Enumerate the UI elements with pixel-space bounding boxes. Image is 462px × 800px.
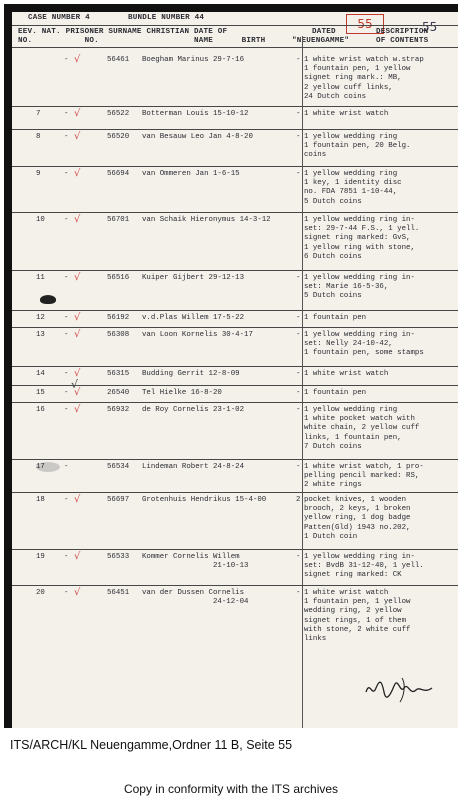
check-mark: √ (74, 587, 81, 598)
row-number: 10 (36, 216, 45, 224)
handwritten-check-mark: √ (71, 378, 79, 391)
rule (12, 25, 458, 26)
document-page (12, 12, 458, 728)
case-number-label: CASE NUMBER 4 (28, 14, 90, 22)
check-mark: √ (74, 312, 81, 323)
page-number-stamp: 55 (346, 14, 384, 34)
check-mark: √ (74, 387, 81, 398)
column-header-line2: NO. NO. NAME BIRTH (18, 37, 266, 45)
check-mark: √ (74, 551, 81, 562)
prisoner-number: 56308 (107, 331, 130, 339)
prisoner-name-birthdate: van Ommeren Jan 1-6-15 (142, 170, 240, 178)
check-mark: √ (74, 54, 81, 65)
column-header-contents: OF CONTENTS (376, 37, 429, 45)
contents-description: 1 yellow wedding ring 1 white pocket watch with white chain, 2 yellow cuff links, 1 fountain pen, 7 Dutch coins (304, 406, 420, 451)
row-divider (12, 366, 458, 367)
prisoner-number: 56533 (107, 553, 130, 561)
prisoner-number: 56451 (107, 589, 130, 597)
contents-description: 1 white wrist watch, 1 pro- pelling pencil marked: RS, 2 white rings (304, 463, 424, 490)
contents-description: 1 yellow wedding ring in- set: Nelly 24-10-42, 1 fountain pen, some stamps (304, 331, 424, 358)
dated-mark: - (296, 274, 301, 282)
nationality-dash: - (64, 274, 69, 282)
row-number: 20 (36, 589, 45, 597)
nationality-dash: - (64, 463, 69, 471)
scanned-document (4, 4, 458, 728)
dated-mark: 2 (296, 496, 301, 504)
prisoner-name-birthdate: Budding Gerrit 12-8-09 (142, 370, 240, 378)
prisoner-name-birthdate: van der Dussen Cornelis 24-12-04 (142, 589, 249, 607)
row-number: 19 (36, 553, 45, 561)
column-header-dated: DATED (312, 28, 336, 36)
prisoner-name-birthdate: Kommer Cornelis Willem 21-10-13 (142, 553, 249, 571)
dated-mark: - (296, 331, 301, 339)
archive-reference: ITS/ARCH/KL Neuengamme,Ordner 11 B, Seite 55 (10, 738, 293, 752)
row-number: 12 (36, 314, 45, 322)
prisoner-name-birthdate: van Loon Kornelis 30-4-17 (142, 331, 253, 339)
nationality-dash: - (64, 170, 69, 178)
check-mark: √ (74, 131, 81, 142)
contents-description: 1 yellow wedding ring in- set: 29-7-44 F.S., 1 yell. signet ring marked: GvS, 1 yellow ring with stone, 6 Dutch coins (304, 216, 420, 261)
nationality-dash: - (64, 553, 69, 561)
contents-description: 1 fountain pen (304, 389, 367, 397)
dated-mark: - (296, 170, 301, 178)
row-divider (12, 402, 458, 403)
nationality-dash: - (64, 216, 69, 224)
row-divider (12, 585, 458, 586)
page-number-handwritten: 55 (422, 20, 438, 34)
row-number: 18 (36, 496, 45, 504)
row-number: 13 (36, 331, 45, 339)
prisoner-name-birthdate: Lindeman Robert 24-8-24 (142, 463, 245, 471)
dated-mark: - (296, 406, 301, 414)
check-mark: √ (74, 494, 81, 505)
row-divider (12, 129, 458, 130)
prisoner-name-birthdate: van Besauw Leo Jan 4-8-20 (142, 133, 253, 141)
column-divider (302, 36, 303, 728)
dated-mark: - (296, 133, 301, 141)
prisoner-number: 56694 (107, 170, 130, 178)
contents-description: 1 yellow wedding ring 1 fountain pen, 20 Belg. coins (304, 133, 411, 160)
prisoner-number: 56192 (107, 314, 130, 322)
dated-mark: - (296, 589, 301, 597)
prisoner-number: 56520 (107, 133, 130, 141)
nationality-dash: - (64, 110, 69, 118)
row-number: 17 (36, 463, 45, 471)
prisoner-number: 56701 (107, 216, 130, 224)
nationality-dash: - (64, 406, 69, 414)
prisoner-name-birthdate: Grotenhuis Hendrikus 15-4-00 (142, 496, 267, 504)
prisoner-name-birthdate: Kuiper Gijbert 29-12-13 (142, 274, 245, 282)
prisoner-name-birthdate: van Schaik Hieronymus 14-3-12 (142, 216, 271, 224)
contents-description: 1 white wrist watch (304, 370, 389, 378)
prisoner-name-birthdate: Boegham Marinus 29-7-16 (142, 56, 245, 64)
column-header-line1: EEV. NAT. PRISONER SURNAME CHRISTIAN DATE OF (18, 28, 228, 36)
row-divider (12, 106, 458, 107)
dated-mark: - (296, 110, 301, 118)
nationality-dash: - (64, 331, 69, 339)
dated-mark: - (296, 463, 301, 471)
row-divider (12, 492, 458, 493)
prisoner-number: 56534 (107, 463, 130, 471)
row-number: 11 (36, 274, 45, 282)
row-divider (12, 459, 458, 460)
row-number: 16 (36, 406, 45, 414)
contents-description: 1 yellow wedding ring in- set: BvdB 31-12-40, 1 yell. signet ring marked: CK (304, 553, 424, 580)
nationality-dash: - (64, 314, 69, 322)
conformity-note: Copy in conformity with the ITS archives (123, 782, 339, 796)
prisoner-name-birthdate: Tel Hielke 16-8-20 (142, 389, 222, 397)
nationality-dash: - (64, 389, 69, 397)
prisoner-number: 56522 (107, 110, 130, 118)
prisoner-number: 26540 (107, 389, 130, 397)
bundle-number-label: BUNDLE NUMBER 44 (128, 14, 205, 22)
row-divider (12, 310, 458, 311)
contents-description: pocket knives, 1 wooden brooch, 2 keys, 1 broken yellow ring, 1 dog badge Patten(Gld) 1943 no.202, 1 Dutch coin (304, 496, 411, 541)
row-divider (12, 385, 458, 386)
row-divider (12, 327, 458, 328)
prisoner-number: 56315 (107, 370, 130, 378)
handwritten-signature (362, 668, 436, 708)
check-mark: √ (74, 214, 81, 225)
nationality-dash: - (64, 496, 69, 504)
prisoner-number: 56932 (107, 406, 130, 414)
contents-description: 1 yellow wedding ring in- set: Marie 16-5-36, 5 Dutch coins (304, 274, 415, 301)
check-mark: √ (74, 168, 81, 179)
nationality-dash: - (64, 133, 69, 141)
row-number: 14 (36, 370, 45, 378)
row-number: 8 (36, 133, 41, 141)
dated-mark: - (296, 389, 301, 397)
rule (12, 47, 458, 48)
nationality-dash: - (64, 56, 69, 64)
prisoner-number: 56461 (107, 56, 130, 64)
row-divider (12, 549, 458, 550)
contents-description: 1 yellow wedding ring 1 key, 1 identity disc no. FDA 7851 1-10-44, 5 Dutch coins (304, 170, 402, 206)
row-divider (12, 270, 458, 271)
check-mark: √ (74, 108, 81, 119)
check-mark: √ (74, 368, 81, 379)
dated-mark: - (296, 553, 301, 561)
nationality-dash: - (64, 589, 69, 597)
dated-mark: - (296, 56, 301, 64)
column-header-neuengamme: "NEUENGAMME" (292, 37, 350, 45)
dated-mark: - (296, 370, 301, 378)
prisoner-number: 56516 (107, 274, 130, 282)
check-mark: √ (74, 329, 81, 340)
row-number: 9 (36, 170, 41, 178)
contents-description: 1 white wrist watch 1 fountain pen, 1 yellow wedding ring, 2 yellow signet rings, 1 of them with stone, 2 white cuff links (304, 589, 411, 644)
column-header-description: DESCRIPTION (376, 28, 429, 36)
contents-description: 1 fountain pen (304, 314, 367, 322)
check-mark: √ (74, 272, 81, 283)
prisoner-name-birthdate: de Roy Cornelis 23-1-02 (142, 406, 245, 414)
prisoner-name-birthdate: v.d.Plas Willem 17-5-22 (142, 314, 245, 322)
contents-description: 1 white wrist watch w.strap 1 fountain pen, 1 yellow signet ring mark.: MB, 2 yellow cuff links, 24 Dutch coins (304, 56, 424, 101)
nationality-dash: - (64, 370, 69, 378)
ink-blot (40, 295, 56, 304)
row-divider (12, 166, 458, 167)
prisoner-number: 56697 (107, 496, 130, 504)
contents-description: 1 white wrist watch (304, 110, 389, 118)
check-mark: √ (74, 404, 81, 415)
row-divider (12, 212, 458, 213)
row-number: 15 (36, 389, 45, 397)
row-number: 7 (36, 110, 41, 118)
prisoner-name-birthdate: Botterman Louis 15-10-12 (142, 110, 249, 118)
dated-mark: - (296, 314, 301, 322)
